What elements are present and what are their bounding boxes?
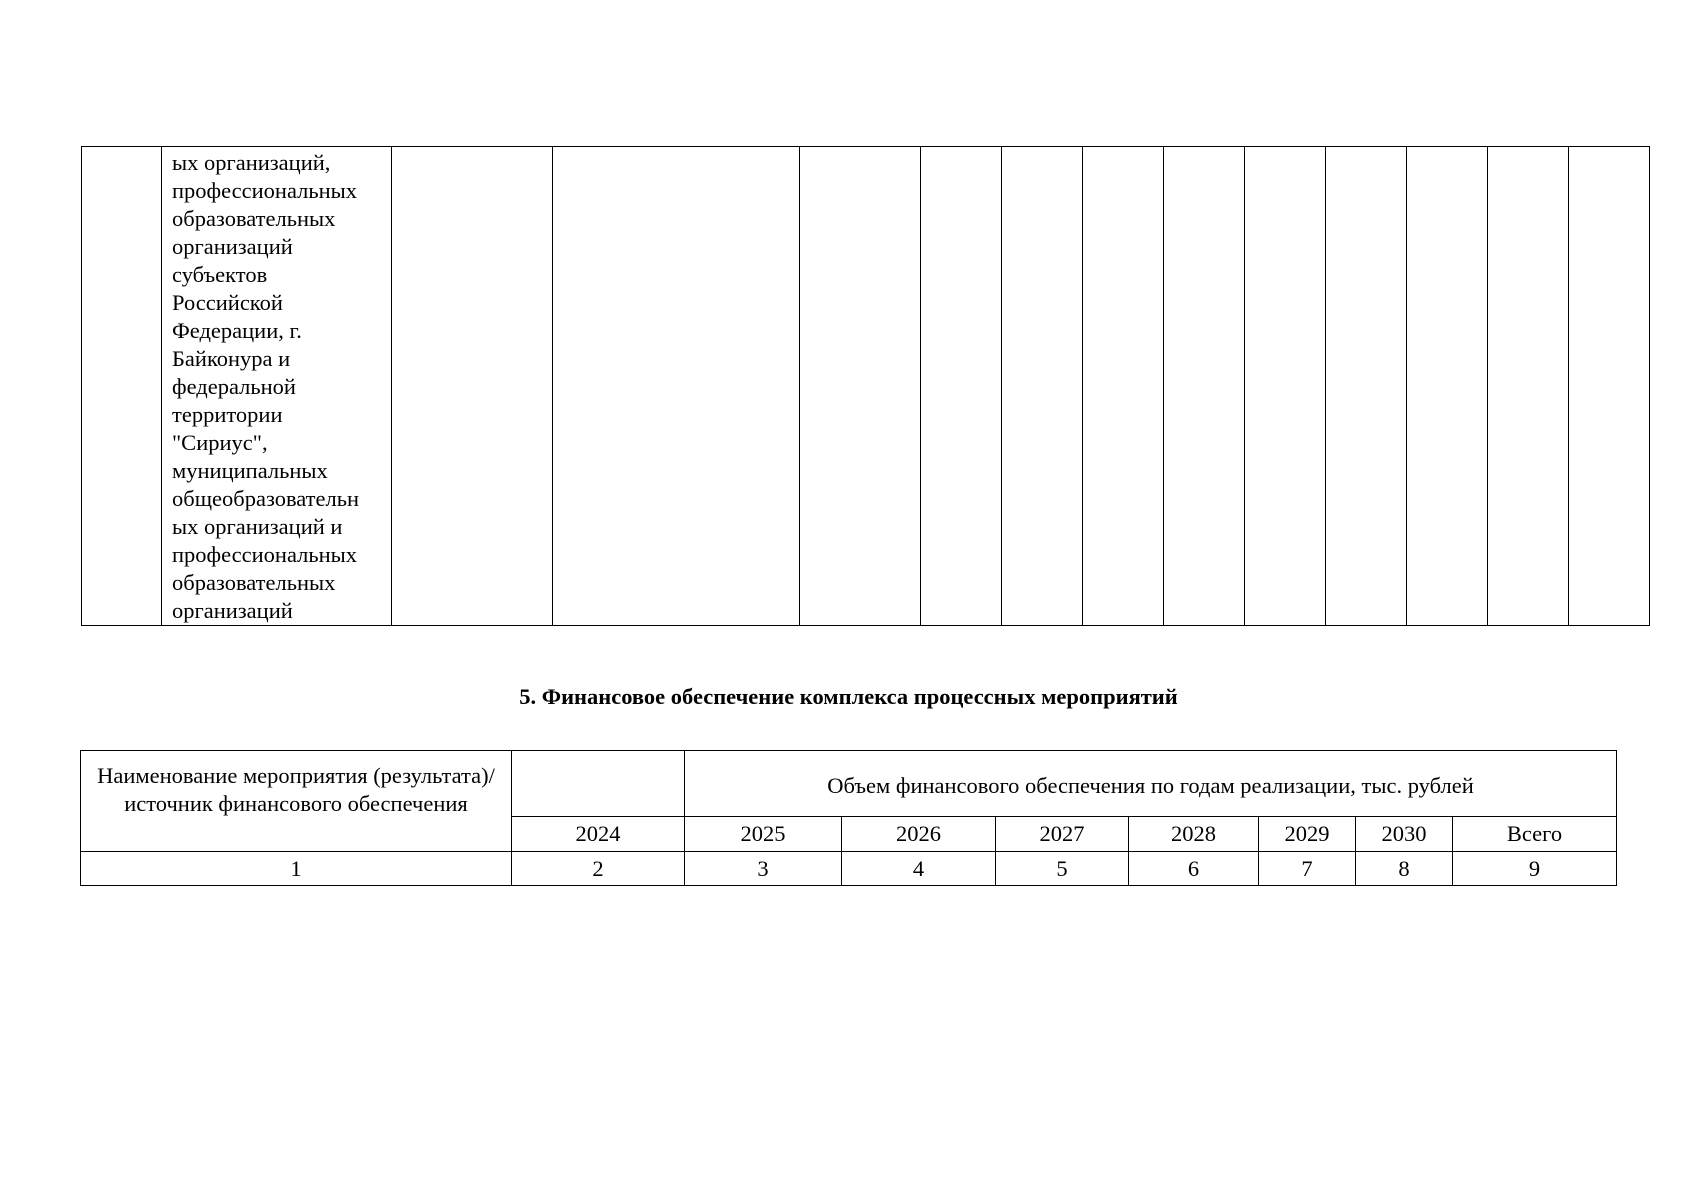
table-cell <box>800 147 921 626</box>
column-number: 3 <box>685 852 842 886</box>
year-header: 2025 <box>685 817 842 852</box>
column-number: 6 <box>1129 852 1259 886</box>
text-line: "Сириус", <box>172 430 268 455</box>
table-cell <box>1083 147 1164 626</box>
text-line: профессиональных <box>172 542 358 567</box>
year-header: 2026 <box>842 817 996 852</box>
column-number: 2 <box>512 852 685 886</box>
table-cell <box>1569 147 1650 626</box>
header-volume: Объем финансового обеспечения по годам реализации, тыс. рублей <box>685 751 1617 817</box>
table-cell <box>1326 147 1407 626</box>
table-cell <box>1002 147 1083 626</box>
text-line: ых организаций и <box>172 514 343 539</box>
text-line: Байконура и <box>172 346 291 371</box>
continuation-text <box>162 147 391 625</box>
text-line: организаций <box>172 598 293 623</box>
column-number: 1 <box>81 852 512 886</box>
header-name: Наименование мероприятия (результата)/источник финансового обеспечения <box>81 751 512 852</box>
table-cell <box>1245 147 1326 626</box>
column-number: 5 <box>996 852 1129 886</box>
text-line: образовательных <box>172 206 336 231</box>
column-number: 9 <box>1453 852 1617 886</box>
text-line: Федерации, г. <box>172 318 302 343</box>
text-line: общеобразовательн <box>172 486 360 511</box>
text-line: профессиональных <box>172 178 358 203</box>
table-cell <box>553 147 800 626</box>
continuation-table <box>81 146 1650 626</box>
year-header: 2028 <box>1129 817 1259 852</box>
table-cell <box>921 147 1002 626</box>
total-header: Всего <box>1453 817 1617 852</box>
column-numbers-row <box>81 852 1617 886</box>
text-line: территории <box>172 402 283 427</box>
text-line: ых организаций, <box>172 150 331 175</box>
finance-table <box>80 750 1617 886</box>
header-row <box>81 751 1617 817</box>
column-number: 7 <box>1259 852 1356 886</box>
year-header: 2029 <box>1259 817 1356 852</box>
year-header: 2030 <box>1356 817 1453 852</box>
table-cell <box>1164 147 1245 626</box>
text-line: субъектов <box>172 262 268 287</box>
table-cell <box>1407 147 1488 626</box>
year-header: 2024 <box>512 817 685 852</box>
column-number: 4 <box>842 852 996 886</box>
text-line: образовательных <box>172 570 336 595</box>
column-number: 8 <box>1356 852 1453 886</box>
text-line: федеральной <box>172 374 296 399</box>
year-header: 2027 <box>996 817 1129 852</box>
text-line: муниципальных <box>172 458 328 483</box>
text-line: организаций <box>172 234 293 259</box>
text-line: Российской <box>172 290 283 315</box>
section-title: 5. Финансовое обеспечение комплекса процессных мероприятий <box>519 684 1178 709</box>
table-cell <box>392 147 553 626</box>
table-row <box>82 147 1650 626</box>
table-cell <box>162 147 392 626</box>
table-cell <box>82 147 162 626</box>
header-empty-cell <box>512 751 685 817</box>
table-cell <box>1488 147 1569 626</box>
